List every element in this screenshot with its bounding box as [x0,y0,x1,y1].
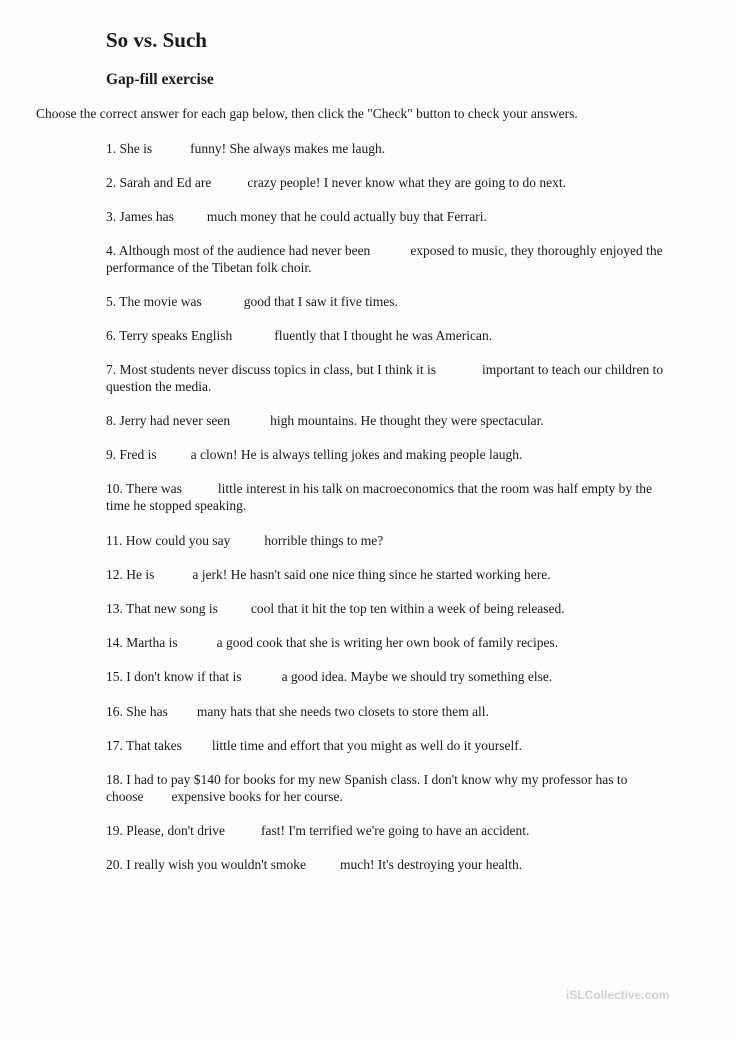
question-number: 3. [106,209,117,224]
question-number: 8. [106,413,117,428]
question-number: 5. [106,294,117,309]
question-text-before: Fred is [119,447,157,462]
watermark: iSLCollective.com [566,988,670,1002]
question-text-after: horrible things to me? [264,533,384,548]
question-text-before: She has [126,704,168,719]
question-5 [106,293,666,310]
question-7 [106,361,666,395]
question-number: 11. [106,533,123,548]
page-title: So vs. Such [106,28,207,52]
question-number: 1. [106,141,117,156]
question-3 [106,208,666,225]
question-15 [106,668,666,685]
question-number: 7. [106,362,117,377]
question-number: 10. [106,481,123,496]
question-20 [106,856,666,873]
question-text-after: much! It's destroying your health. [340,857,523,872]
question-number: 19. [106,823,123,838]
question-19 [106,822,666,839]
question-text-before: The movie was [119,294,202,309]
question-2 [106,174,666,191]
question-number: 13. [106,601,123,616]
question-text-after: important to teach our children to question the media. [106,362,664,394]
question-text-before: Martha is [126,635,178,650]
question-number: 16. [106,704,123,719]
question-10 [106,480,666,514]
question-4 [106,242,666,276]
question-8 [106,412,666,429]
question-number: 15. [106,669,123,684]
question-text-before: She is [119,141,153,156]
question-text-after: a good idea. Maybe we should try something else. [281,669,553,684]
question-number: 14. [106,635,123,650]
question-text-before: How could you say [125,533,231,548]
question-text-before: James has [119,209,174,224]
question-number: 4. [106,243,117,258]
question-text-after: little interest in his talk on macroeconomics that the room was half empty by the time he stopped speaking. [106,481,653,513]
question-number: 2. [106,175,117,190]
question-text-before: He is [126,567,155,582]
question-text-after: a clown! He is always telling jokes and making people laugh. [190,447,523,462]
question-text-after: much money that he could actually buy that Ferrari. [206,209,487,224]
question-11 [106,532,666,549]
question-6 [106,327,666,344]
question-number: 18. [106,772,123,787]
question-number: 20. [106,857,123,872]
question-text-after: good that I saw it five times. [243,294,398,309]
question-text-after: little time and effort that you might as well do it yourself. [211,738,523,753]
question-text-after: exposed to music, they thoroughly enjoyed the performance of the Tibetan folk choir. [106,243,663,275]
question-text-before: Please, don't drive [126,823,226,838]
question-number: 9. [106,447,117,462]
question-number: 17. [106,738,123,753]
question-number: 12. [106,567,123,582]
instructions: Choose the correct answer for each gap below, then click the "Check" button to check your answers. [36,106,578,121]
exercise-subtitle: Gap-fill exercise [106,71,214,88]
question-9 [106,446,666,463]
question-text-after: fast! I'm terrified we're going to have an accident. [261,823,530,838]
question-17 [106,737,666,754]
question-13 [106,600,666,617]
question-text-before: Jerry had never seen [119,413,231,428]
question-text-before: There was [126,481,182,496]
question-text-before: Most students never discuss topics in class, but I think it is [119,362,436,377]
question-text-before: Sarah and Ed are [119,175,212,190]
question-text-before: Terry speaks English [119,328,233,343]
question-18 [106,771,666,805]
question-text-after: a good cook that she is writing her own book of family recipes. [216,635,559,650]
question-text-before: Although most of the audience had never been [118,243,371,258]
question-16 [106,703,666,720]
question-text-before: I don't know if that is [126,669,242,684]
question-14 [106,634,666,651]
question-text-before: I had to pay $140 for books for my new Spanish class. I don't know why my professor has to choose [106,772,628,804]
question-text-after: expensive books for her course. [171,789,343,804]
question-text-after: crazy people! I never know what they are going to do next. [247,175,566,190]
question-text-after: fluently that I thought he was American. [274,328,493,343]
question-text-after: high mountains. He thought they were spectacular. [270,413,544,428]
question-text-after: a jerk! He hasn't said one nice thing since he started working here. [192,567,551,582]
question-12 [106,566,666,583]
question-text-after: cool that it hit the top ten within a week of being released. [250,601,565,616]
question-number: 6. [106,328,117,343]
question-text-before: That takes [126,738,182,753]
question-text-before: That new song is [126,601,218,616]
question-text-before: I really wish you wouldn't smoke [126,857,307,872]
question-text-after: many hats that she needs two closets to store them all. [196,704,489,719]
question-text-after: funny! She always makes me laugh. [190,141,386,156]
question-1 [106,140,666,157]
